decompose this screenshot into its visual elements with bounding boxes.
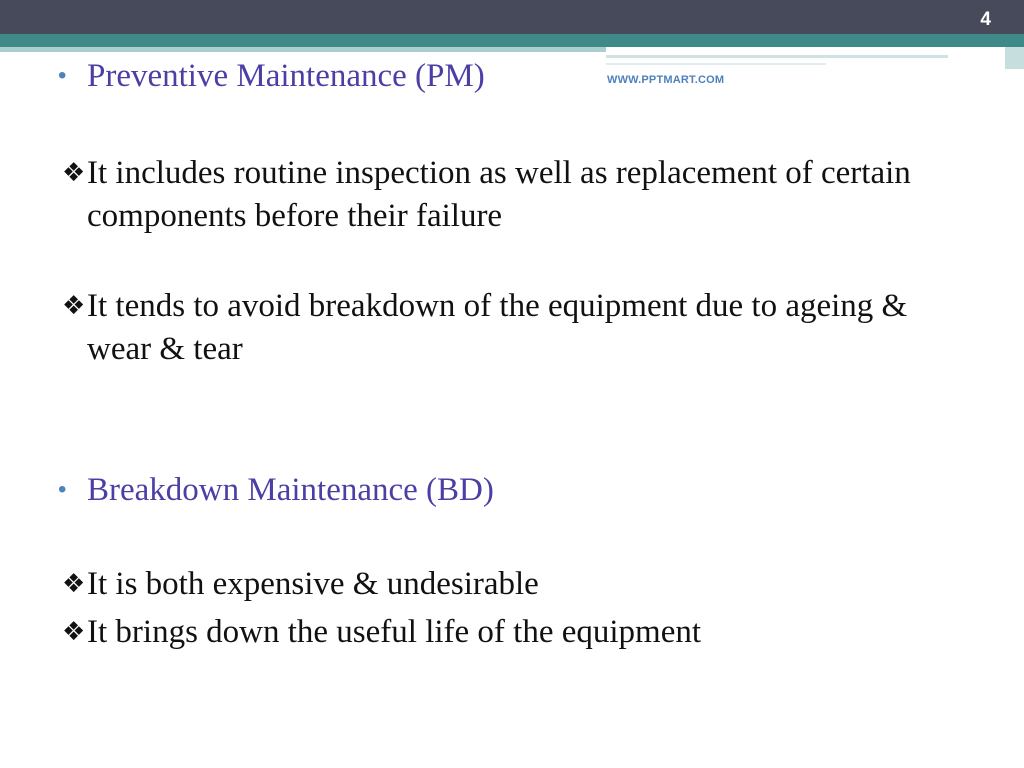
heading-text: Preventive Maintenance (PM): [87, 58, 485, 94]
list-item-text: It is both expensive & undesirable: [87, 566, 539, 602]
list-item: [62, 152, 942, 238]
section-heading: [58, 470, 494, 510]
list-item: [62, 285, 942, 371]
slide-number: 4: [980, 9, 991, 30]
list-item-text: It includes routine inspection as well as replacement of certain components before their failure: [87, 155, 911, 234]
list-item-text: It brings down the useful life of the equipment: [87, 614, 702, 650]
list-item-text: It tends to avoid breakdown of the equipment due to ageing & wear & tear: [87, 288, 908, 367]
diamond-bullet-icon: ❖: [62, 569, 86, 599]
diamond-bullet-icon: ❖: [62, 158, 86, 188]
heading-text: Breakdown Maintenance (BD): [87, 472, 494, 508]
watermark: WWW.PPTMART.COM: [607, 74, 725, 86]
list-item: [62, 611, 942, 654]
bullet-icon: •: [58, 476, 67, 503]
bullet-icon: •: [58, 62, 67, 89]
section-heading: [58, 56, 485, 96]
list-item: [62, 563, 942, 606]
diamond-bullet-icon: ❖: [62, 617, 86, 647]
diamond-bullet-icon: ❖: [62, 291, 86, 321]
